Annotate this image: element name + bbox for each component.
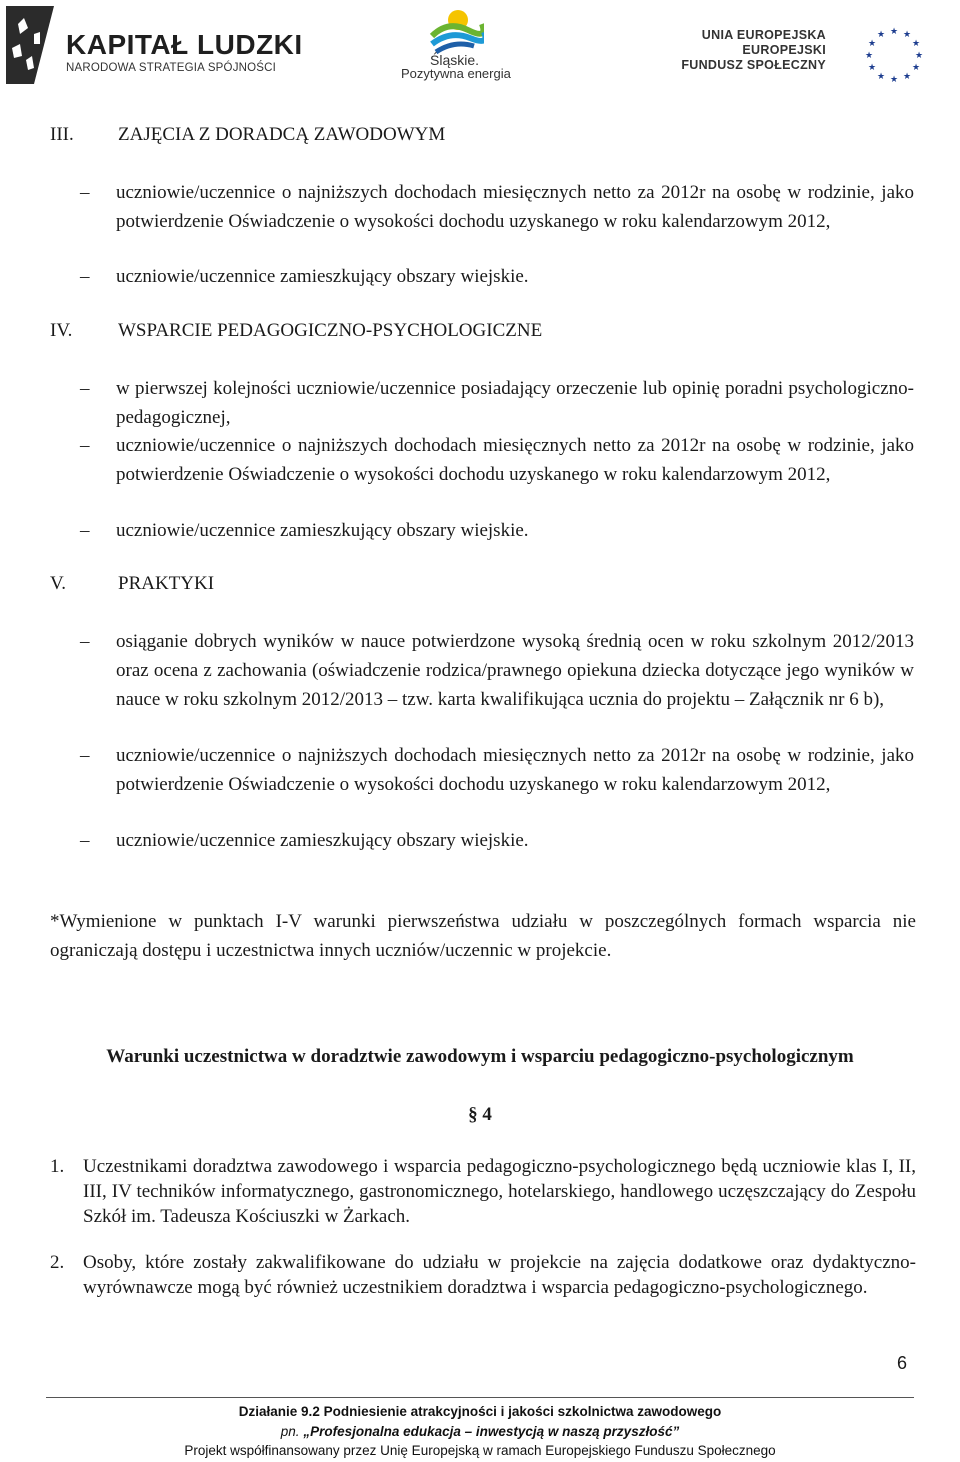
dash-icon: – — [80, 745, 90, 766]
numbered-item-number: 1. — [50, 1156, 65, 1177]
list-item — [80, 431, 914, 489]
slaskie-slogan: Pozytywna energia — [401, 66, 511, 81]
numbered-item — [50, 1250, 916, 1300]
footer-line-1: Działanie 9.2 Podniesienie atrakcyjności i jakości szkolnictwa zawodowego — [238, 1404, 722, 1419]
section-3-heading — [50, 124, 445, 146]
svg-text:★: ★ — [876, 30, 886, 40]
footer-project-title: „Profesjonalna edukacja – inwestycją w naszą przyszłość” — [303, 1424, 680, 1439]
list-item-text: uczniowie/uczennice zamieszkujący obszary wiejskie. — [116, 830, 529, 851]
list-item-text: w pierwszej kolejności uczniowie/uczennice posiadający orzeczenie lub opinię poradni psychologiczno-pedagogicznej, — [116, 378, 914, 428]
paragraph-mark: § 4 — [468, 1104, 492, 1125]
svg-text:★: ★ — [864, 51, 874, 61]
page-header — [0, 0, 960, 100]
footer-line-3: Projekt współfinansowany przez Unię Europejską w ramach Europejskiego Funduszu Społecznego — [184, 1443, 776, 1458]
footer-divider — [46, 1397, 914, 1398]
page-number: 6 — [897, 1353, 908, 1373]
footer-line-2 — [0, 1424, 960, 1439]
section-4-title: WSPARCIE PEDAGOGICZNO-PSYCHOLOGICZNE — [118, 320, 543, 341]
section-5-heading — [50, 573, 214, 595]
list-item-text: uczniowie/uczennice o najniższych dochodach miesięcznych netto za 2012r na osobę w rodzinie, jako potwierdzenie Oświadczenie o wysokości dochodu uzyskanego w roku kalendarzowym 2012, — [116, 182, 914, 232]
list-item — [80, 516, 914, 545]
section-3-number: III. — [50, 124, 74, 145]
svg-text:★: ★ — [867, 39, 877, 49]
eu-line-1: UNIA EUROPEJSKA — [701, 28, 826, 42]
list-item-text: uczniowie/uczennice o najniższych dochodach miesięcznych netto za 2012r na osobę w rodzinie, jako potwierdzenie Oświadczenie o wysokości dochodu uzyskanego w roku kalendarzowym 2012, — [116, 745, 914, 795]
list-item-text: uczniowie/uczennice o najniższych dochodach miesięcznych netto za 2012r na osobę w rodzinie, jako potwierdzenie Oświadczenie o wysokości dochodu uzyskanego w roku kalendarzowym 2012, — [116, 435, 914, 485]
kapital-ludzki-subtitle: NARODOWA STRATEGIA SPÓJNOŚCI — [66, 62, 277, 74]
section-5-number: V. — [50, 573, 67, 594]
dash-icon: – — [80, 435, 90, 456]
svg-text:★: ★ — [889, 75, 899, 85]
svg-text:★: ★ — [902, 30, 912, 40]
kapital-ludzki-emblem-icon — [4, 4, 56, 86]
svg-text:★: ★ — [889, 27, 899, 37]
list-item-text: osiąganie dobrych wyników w nauce potwierdzone wysoką średnią ocen w roku szkolnym 2012/2013 oraz ocena z zachowania (oświadczenie rodzica/prawnego opiekuna dziecka dotyczące jego wyników w nauce w roku szkolnym 2012/2013 – tzw. karta kwalifikująca ucznia do projektu – Załącznik nr 6 b), — [116, 631, 914, 710]
dash-icon: – — [80, 520, 90, 541]
note-paragraph: *Wymienione w punktach I-V warunki pierwszeństwa udziału w poszczególnych formach wsparcia nie ograniczają dostępu i uczestnictwa innych uczniów/uczennic w projekcie. — [50, 911, 916, 961]
list-item — [80, 262, 914, 291]
kapital-ludzki-title: KAPITAŁ LUDZKI — [66, 29, 303, 60]
numbered-item — [50, 1154, 916, 1229]
list-item — [80, 178, 914, 236]
list-item — [80, 374, 914, 432]
slaskie-waves-icon — [428, 6, 484, 56]
section-3-title: ZAJĘCIA Z DORADCĄ ZAWODOWYM — [118, 124, 446, 145]
numbered-item-text: Uczestnikami doradztwa zawodowego i wsparcia pedagogiczno-psychologicznego będą uczniowie klas I, II, III, IV techników informatycznego, gastronomicznego, hotelarskiego, handlowego uczęszczający do Zespołu Szkół im. Tadeusza Kościuszki w Żarkach. — [83, 1156, 916, 1227]
section-5-title: PRAKTYKI — [118, 573, 215, 594]
list-item-text: uczniowie/uczennice zamieszkujący obszary wiejskie. — [116, 266, 529, 287]
slaskie-name: Śląskie. — [430, 52, 480, 68]
dash-icon: – — [80, 266, 90, 287]
dash-icon: – — [80, 631, 90, 652]
section-4-heading — [50, 320, 542, 342]
svg-text:★: ★ — [867, 63, 877, 73]
svg-text:★: ★ — [911, 63, 921, 73]
list-item — [80, 741, 914, 799]
svg-text:★: ★ — [876, 72, 886, 82]
eu-flag-icon — [846, 22, 942, 86]
conditions-title: Warunki uczestnictwa w doradztwie zawodowym i wsparciu pedagogiczno-psychologicznym — [106, 1046, 854, 1067]
section-4-number: IV. — [50, 320, 73, 341]
eu-line-2: EUROPEJSKI — [742, 43, 826, 57]
footer-line-2-prefix: pn. — [280, 1424, 304, 1439]
list-item — [80, 826, 914, 855]
list-item-text: uczniowie/uczennice zamieszkujący obszary wiejskie. — [116, 520, 529, 541]
numbered-item-text: Osoby, które zostały zakwalifikowane do udziału w projekcie na zajęcia dodatkowe oraz dydaktyczno-wyrównawcze mogą być również uczestnikiem doradztwa i wsparcia pedagogiczno-psychologicznego. — [83, 1252, 916, 1298]
dash-icon: – — [80, 182, 90, 203]
dash-icon: – — [80, 830, 90, 851]
numbered-item-number: 2. — [50, 1252, 65, 1273]
svg-text:★: ★ — [914, 51, 924, 61]
list-item — [80, 627, 914, 714]
eu-line-3: FUNDUSZ SPOŁECZNY — [681, 58, 826, 72]
dash-icon: – — [80, 378, 90, 399]
svg-text:★: ★ — [911, 39, 921, 49]
svg-text:★: ★ — [902, 72, 912, 82]
